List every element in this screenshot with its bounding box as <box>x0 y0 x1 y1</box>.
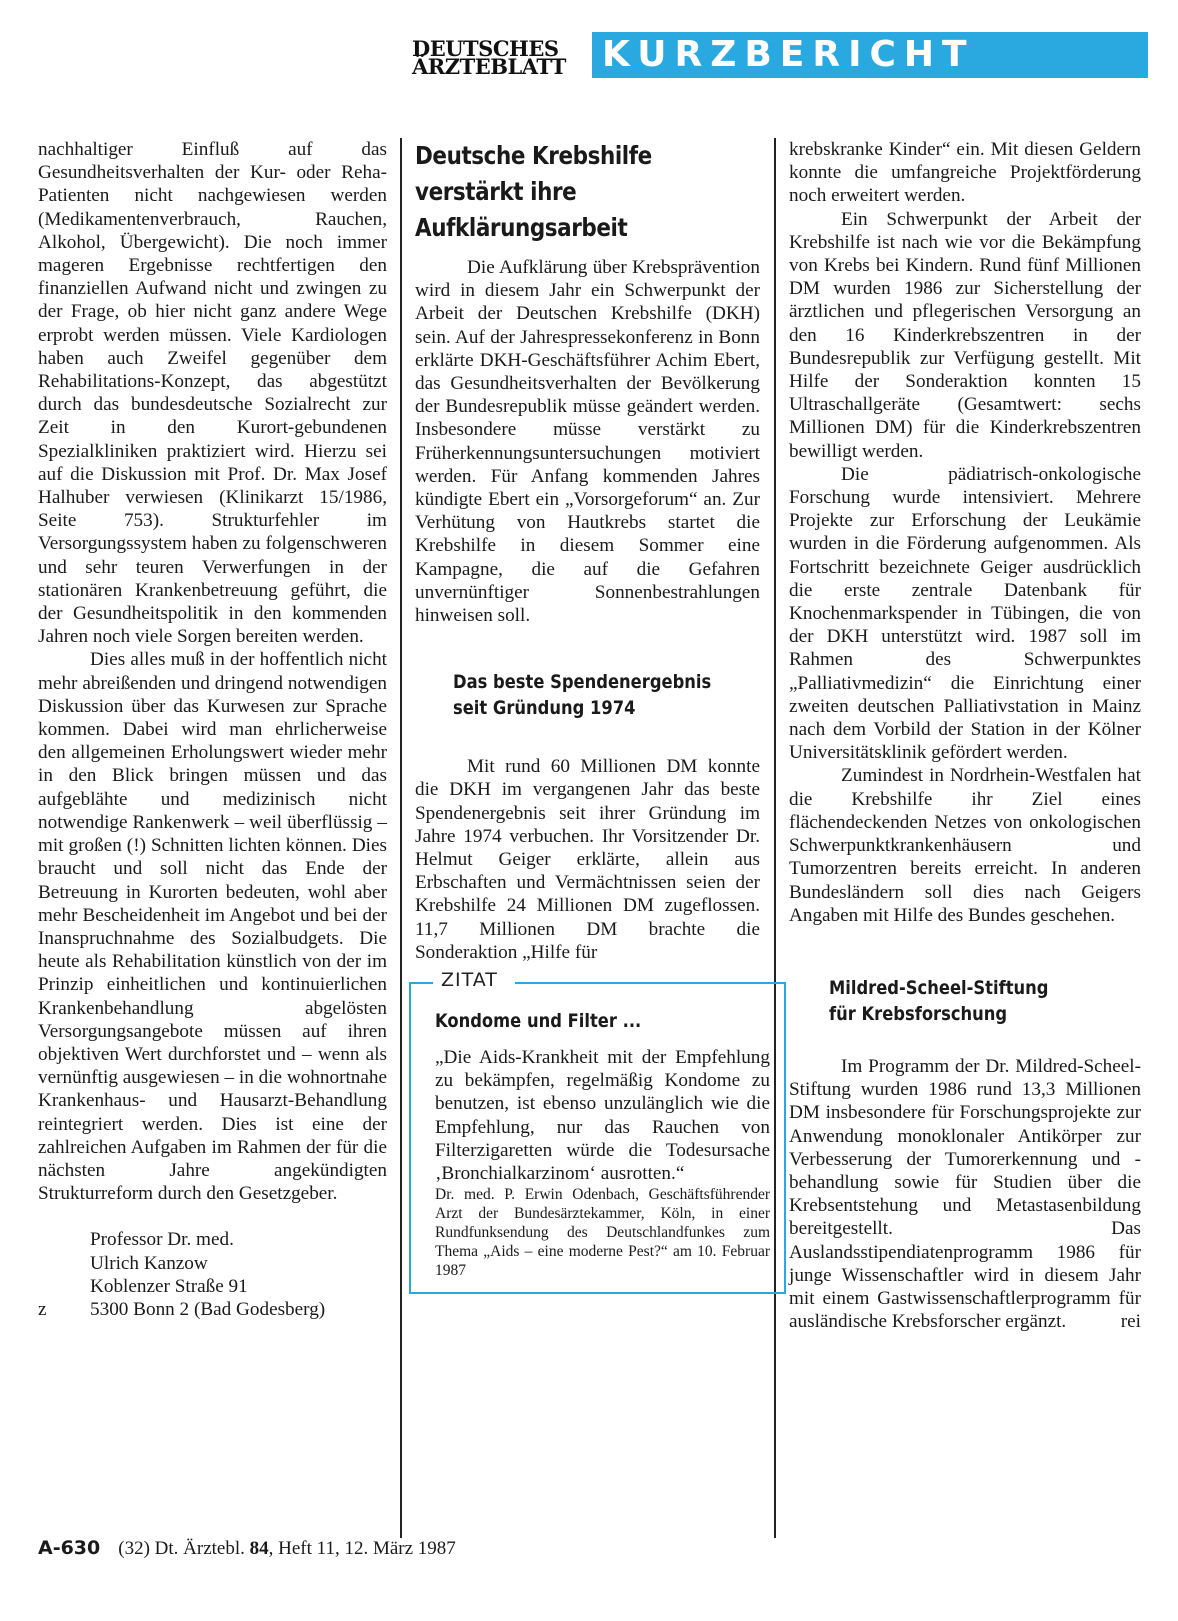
headline-line: Aufklärungsarbeit <box>415 213 628 242</box>
subheading-line: Mildred-Scheel-Stiftung <box>829 976 1049 999</box>
quote-source: Dr. med. P. Erwin Odenbach, Geschäftsführender Arzt der Bundesärztekammer, Köln, in einer Rundfunksendung des Deutschlandfunkes zum Thema „Aids – eine moderne Pest?“ am 10. Februar 1987 <box>435 1186 770 1280</box>
brand-line-2: ÄRZTEBLATT <box>412 54 566 79</box>
paragraph <box>789 1055 1141 1333</box>
headline-line: verstärkt ihre <box>415 177 577 206</box>
subheading-line: Das beste Spendenergebnis <box>453 671 712 694</box>
author-title: Professor Dr. med. <box>90 1229 234 1251</box>
paragraph-text: Im Programm der Dr. Mildred-Scheel-Stiftung wurden 1986 rund 13,3 Millionen DM insbesondere für Forschungsprojekte zur Anwendung monoklonaler Antikörper zur Verbesserung der Tumorerkennung und -behandlung sowie für Studien über die Krebsentstehung und Metastasenbildung bereitgestellt. Das Auslandsstipendiatenprogramm 1986 für junge Wissenschaftler wird in diesem Jahr mit einem Gastwissenschaftlerprogramm für ausländische Krebsforscher ergänzt. <box>789 1055 1141 1333</box>
author-city-line <box>38 1298 387 1321</box>
volume-number: 84 <box>249 1538 269 1559</box>
paragraph: Mit rund 60 Millionen DM konnte die DKH im vergangenen Jahr das beste Spendenergebnis seit ihrer Gründung im Jahre 1974 verbuchen. Ihr Vorsitzender Dr. Helmut Geiger erklärte, allein aus Erbschaften und Vermächtnissen seien der Krebshilfe 24 Millionen DM zugeflossen. 11,7 Millionen DM brachte die Sonderaktion „Hilfe für <box>415 756 760 963</box>
quote-box-label: ZITAT <box>441 969 498 992</box>
quote-text: „Die Aids-Krankheit mit der Empfehlung zu bekämpfen, regelmäßig Kondome zu benutzen, ist ebenso unzulänglich wie die Empfehlung, nur das Rauchen von Filterzigaretten würde die Todesursache ‚Bronchialkarzinom‘ ausrotten.“ <box>435 1047 770 1185</box>
paragraph: Ein Schwerpunkt der Arbeit der Krebshilfe ist nach wie vor die Bekämpfung von Krebs bei Kindern. Rund fünf Millionen DM wurden 1986 zur Sicherstellung der ärztlichen und pflegerischen Versorgung an den 16 Kinderkrebszentren in der Bundesrepublik zur Verfügung gestellt. Mit Hilfe der Sonderaktion konnten 15 Ultraschallgeräte (Gesamtwert: sechs Millionen DM) für die Kinderkrebszentren bewilligt werden. <box>789 208 1141 462</box>
author-name: Ulrich Kanzow <box>90 1252 208 1274</box>
page-number: A-630 <box>38 1537 101 1559</box>
author-signature: rei <box>1120 1311 1141 1333</box>
paragraph: nachhaltiger Einfluß auf das Gesundheitsverhalten der Kur- oder Reha-Patienten nicht nachgewiesen werden (Medikamentenverbrauch, Rauchen, Alkohol, Übergewicht). Die noch immer mageren Ergebnisse rechtfertigen den finanziellen Aufwand nicht und zwingen zu der Frage, ob hier nicht ganz andere Wege erprobt werden müssen. Viele Kardiologen haben auch Zweifel gegenüber dem Rehabilitations-Konzept, das abgestützt durch das bundesdeutsche Sozialrecht zur Zeit in den Kurort-gebundenen Spezialkliniken praktiziert wird. Hierzu sei auf die Diskussion mit Prof. Dr. Max Josef Halhuber verwiesen (Klinikarzt 15/1986, Seite 753). Strukturfehler im Versorgungssystem haben zu folgenschweren und sehr teuren Verwerfungen in der stationären Krankenbetreuung geführt, die der Gesundheitspolitik in den kommenden Jahren noch viele Sorgen bereiten werden. <box>38 139 387 648</box>
margin-mark: z <box>38 1298 47 1320</box>
column-divider <box>400 138 402 1538</box>
subheading-line: für Krebsforschung <box>829 1002 1008 1025</box>
author-address <box>38 1228 387 1321</box>
paragraph: krebskranke Kinder“ ein. Mit diesen Geldern konnte die umfangreiche Projektförderung noch erweitert werden. <box>789 139 1141 207</box>
headline-line: Deutsche Krebshilfe <box>415 141 652 170</box>
paragraph: Zumindest in Nordrhein-Westfalen hat die Krebshilfe ihr Ziel eines flächendeckenden Netzes von onkologischen Schwerpunktkrankenhäusern und Tumorzentren bereits erreicht. In anderen Bundesländern soll dies nach Geigers Angaben mit Hilfe des Bundes geschehen. <box>789 765 1141 926</box>
citation-suffix: , Heft 11, 12. März 1987 <box>268 1538 456 1559</box>
masthead <box>412 32 1148 78</box>
column-left <box>38 138 387 1321</box>
paragraph: Dies alles muß in der hoffentlich nicht mehr abreißenden und dringend notwendigen Diskussion über das Kurwesen zur Sprache kommen. Dabei wird man ehrlicherweise den allgemeinen Erholungswert wieder mehr in den Blick bringen müssen und das aufgeblähte und medizinisch nicht notwendige Rankenwerk – weil überflüssig – mit großen (!) Schnitten lichten können. Dies braucht und soll nicht das Ende der Betreuung in Kurorten bedeuten, wohl aber mehr Bescheidenheit im Angebot und bei der Inanspruchnahme des Sozialbudgets. Die heute als Rehabilitation künstlich von der im Prinzip einheitlichen und kontinuierlichen Krankenbehandlung abgelösten Versorgungsangebote müssen auf ihren objektiven Wert durchforstet und – wenn als vernünftig ausgewiesen – in die wohnortnahe Krankenhaus- und Hausarzt-Behandlung reintegriert werden. Dies ist eine der zahlreichen Aufgaben im Rahmen der für die nächsten Jahre angekündigten Strukturreform durch den Gesetzgeber. <box>38 649 388 1205</box>
citation-prefix: (32) Dt. Ärztebl. <box>118 1538 245 1559</box>
paragraph: Die Aufklärung über Krebsprävention wird in diesem Jahr ein Schwerpunkt der Arbeit der Deutschen Krebshilfe (DKH) sein. Auf der Jahrespressekonferenz in Bonn erklärte DKH-Geschäftsführer Achim Ebert, das Gesundheitsverhalten der Bevölkerung der Bundesrepublik müsse geändert werden. Insbesondere müsse verstärkt zu Früherkennungsuntersuchungen motiviert werden. Für Anfang kommenden Jahres kündigte Ebert ein „Vorsorgeforum“ an. Zur Verhütung von Hautkrebs startet die Krebshilfe in diesem Sommer eine Kampagne, die auf die Gefahren unvernünftiger Sonnenbestrahlungen hinweisen soll. <box>415 257 760 627</box>
subheading-line: seit Gründung 1974 <box>453 697 636 720</box>
brand-line-1: DEUTSCHES <box>412 36 559 61</box>
subheading <box>453 669 745 721</box>
section-banner: KURZBERICHT <box>592 32 1148 78</box>
author-street: Koblenzer Straße 91 <box>90 1275 248 1297</box>
journal-brand <box>412 36 590 79</box>
column-divider <box>774 138 776 1538</box>
author-city: 5300 Bonn 2 (Bad Godesberg) <box>90 1298 326 1320</box>
column-middle <box>415 138 770 1294</box>
quote-title: Kondome und Filter ... <box>435 1010 642 1033</box>
column-right <box>789 138 1141 1333</box>
paragraph: Die pädiatrisch-onkologische Forschung wurde intensiviert. Mehrere Projekte zur Erforschung der Leukämie wurden in die Förderung aufgenommen. Als Fortschritt bezeichnete Geiger ausdrücklich die erste zentrale Datenbank für Knochenmarkspender in Tübingen, die von der DKH unterstützt wird. 1987 soll im Rahmen des Schwerpunktes „Palliativmedizin“ die Einrichtung einer zweiten deutschen Palliativstation in Mainz nach dem Vorbild der Station in der Kölner Universitätsklinik gefördert werden. <box>789 463 1141 764</box>
article-headline <box>415 138 759 246</box>
quote-box <box>409 969 786 1294</box>
page-footer <box>38 1537 456 1560</box>
subheading <box>829 975 1121 1027</box>
